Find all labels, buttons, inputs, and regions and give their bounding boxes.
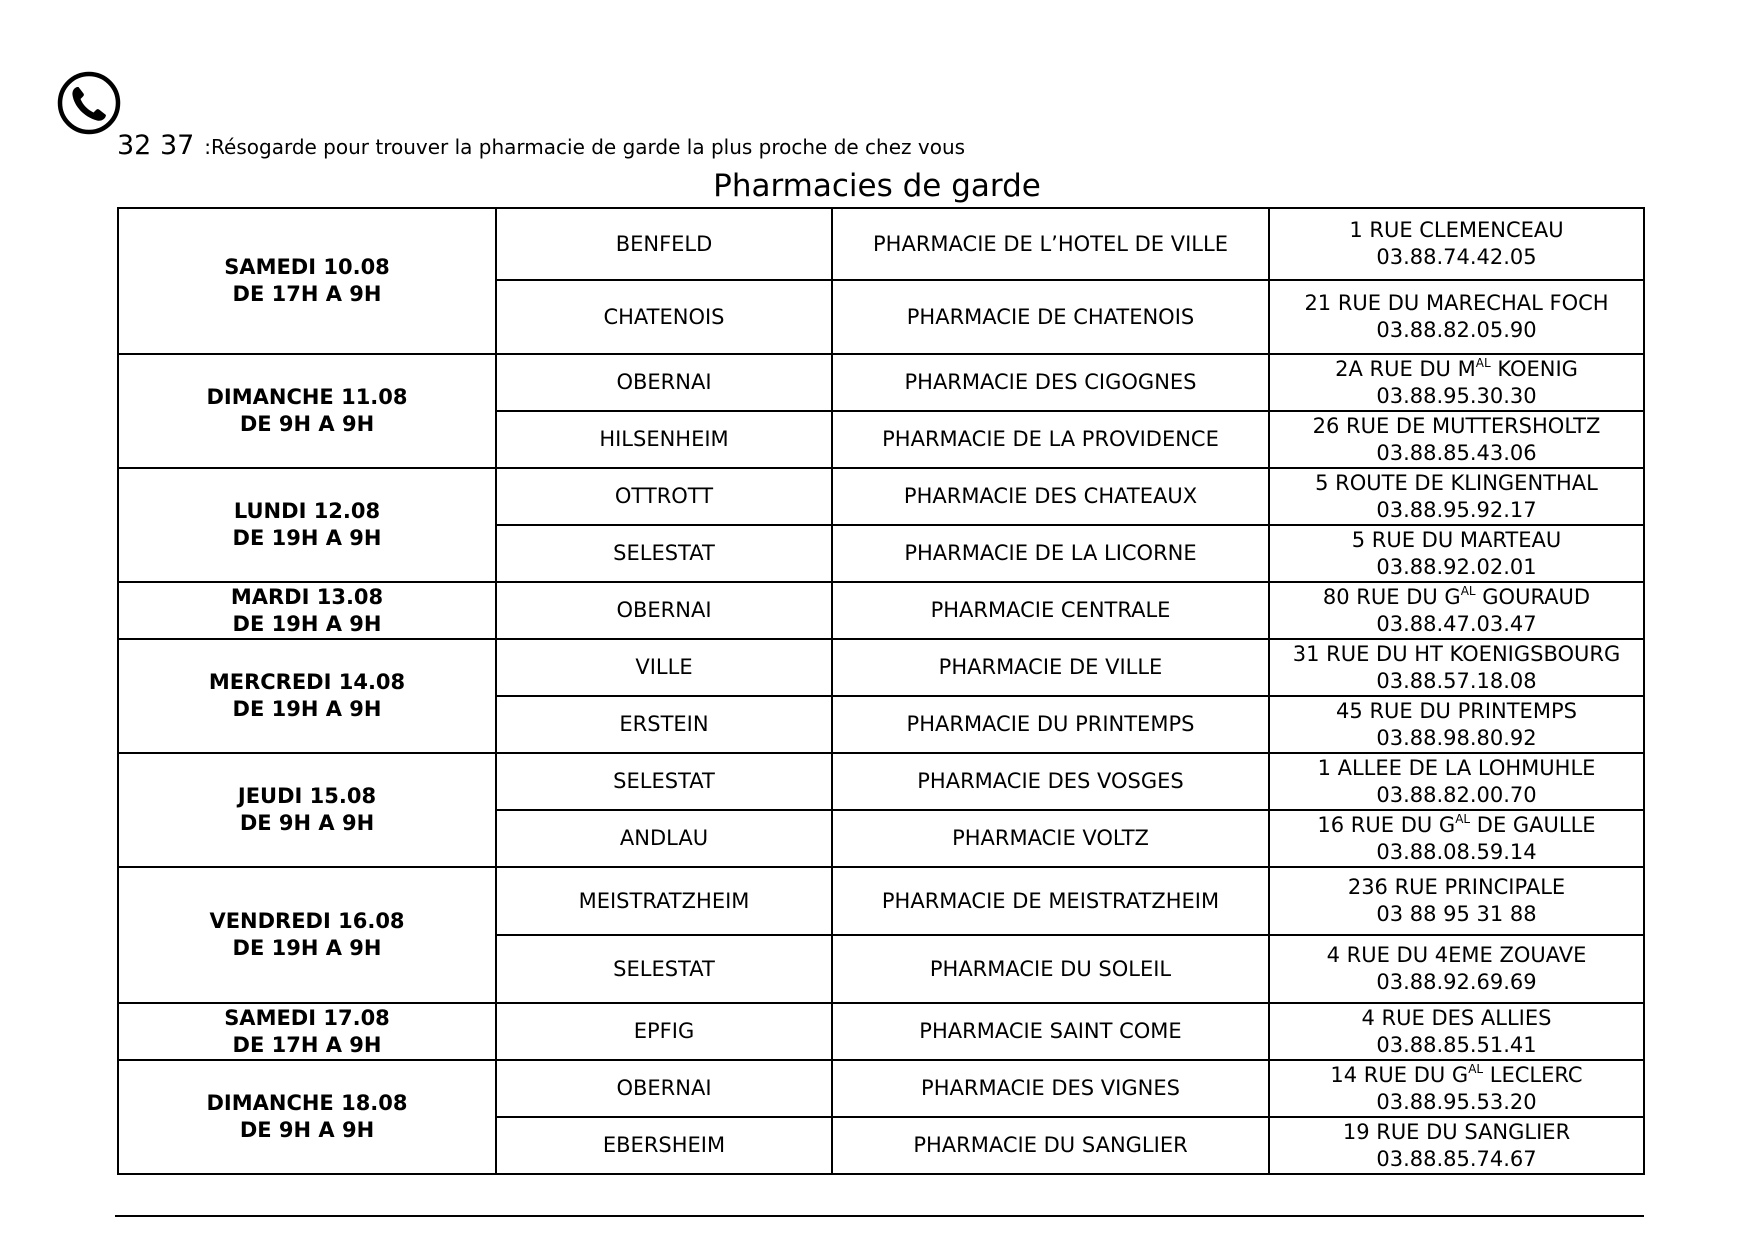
phone-line: 03.88.95.53.20 xyxy=(1376,1089,1537,1114)
day-cell xyxy=(118,354,496,468)
address-line: 4 RUE DES ALLIES xyxy=(1361,1005,1552,1030)
table-row xyxy=(118,1060,1644,1117)
town-cell: VILLE xyxy=(496,639,832,696)
address-cell xyxy=(1269,753,1644,810)
address-line: 21 RUE DU MARECHAL FOCH xyxy=(1304,291,1609,315)
day-label: MERCREDI 14.08 xyxy=(208,670,406,694)
phone-line: 03.88.92.69.69 xyxy=(1376,970,1537,994)
address-line: 4 RUE DU 4EME ZOUAVE xyxy=(1326,943,1587,967)
address-cell xyxy=(1269,525,1644,582)
phone-line: 03.88.85.74.67 xyxy=(1376,1146,1537,1171)
day-label: MARDI 13.08 xyxy=(230,584,384,609)
pharmacy-name-cell: PHARMACIE DU PRINTEMPS xyxy=(832,696,1269,753)
table-row xyxy=(118,1003,1644,1060)
address-cell xyxy=(1269,411,1644,468)
day-hours: DE 19H A 9H xyxy=(232,697,382,721)
day-label: VENDREDI 16.08 xyxy=(209,909,405,933)
town-cell: OBERNAI xyxy=(496,582,832,639)
address-cell xyxy=(1269,208,1644,280)
helpline-number: 32 37 xyxy=(117,130,195,161)
day-cell xyxy=(118,867,496,1003)
address-cell xyxy=(1269,935,1644,1003)
pharmacy-name-cell: PHARMACIE SAINT COME xyxy=(832,1003,1269,1060)
address-line: 19 RUE DU SANGLIER xyxy=(1342,1119,1571,1144)
town-cell: HILSENHEIM xyxy=(496,411,832,468)
helpline-text: :Résogarde pour trouver la pharmacie de garde la plus proche de chez vous xyxy=(204,135,966,159)
day-hours: DE 9H A 9H xyxy=(239,1118,375,1142)
helpline-line xyxy=(117,130,965,164)
address-line: 1 ALLEE DE LA LOHMUHLE xyxy=(1317,755,1596,780)
table-row xyxy=(118,354,1644,411)
day-label: SAMEDI 10.08 xyxy=(224,255,390,279)
day-hours: DE 19H A 9H xyxy=(232,936,382,960)
address-line: 5 ROUTE DE KLINGENTHAL xyxy=(1315,470,1598,495)
pharmacy-name-cell: PHARMACIE DU SOLEIL xyxy=(832,935,1269,1003)
address-line: 26 RUE DE MUTTERSHOLTZ xyxy=(1312,413,1601,438)
town-cell: OTTROTT xyxy=(496,468,832,525)
phone-line: 03.88.95.30.30 xyxy=(1376,383,1537,408)
address-cell xyxy=(1269,696,1644,753)
phone-line: 03.88.74.42.05 xyxy=(1376,245,1537,269)
day-cell xyxy=(118,1060,496,1174)
table-row xyxy=(118,753,1644,810)
day-cell xyxy=(118,753,496,867)
pharmacy-name-cell: PHARMACIE DE MEISTRATZHEIM xyxy=(832,867,1269,935)
address-text: 2A RUE DU M xyxy=(1335,356,1476,381)
phone-line: 03.88.82.00.70 xyxy=(1376,782,1537,807)
address-text: LECLERC xyxy=(1483,1062,1583,1087)
phone-line: 03.88.08.59.14 xyxy=(1376,839,1537,864)
address-text: DE GAULLE xyxy=(1470,812,1596,837)
day-cell xyxy=(118,639,496,753)
phone-line: 03.88.82.05.90 xyxy=(1376,318,1537,342)
pharmacy-name-cell: PHARMACIE DES CHATEAUX xyxy=(832,468,1269,525)
table-row xyxy=(118,639,1644,696)
address-superscript: AL xyxy=(1455,811,1471,826)
pharmacy-name-cell: PHARMACIE DE LA LICORNE xyxy=(832,525,1269,582)
pharmacy-name-cell: PHARMACIE DE CHATENOIS xyxy=(832,280,1269,354)
pharmacy-name-cell: PHARMACIE DES CIGOGNES xyxy=(832,354,1269,411)
address-cell xyxy=(1269,1117,1644,1174)
day-cell xyxy=(118,582,496,639)
address-line xyxy=(1270,584,1643,611)
phone-line: 03.88.57.18.08 xyxy=(1376,668,1537,693)
phone-icon xyxy=(57,71,121,135)
address-text: KOENIG xyxy=(1490,356,1578,381)
phone-line: 03.88.95.92.17 xyxy=(1376,497,1537,522)
address-cell xyxy=(1269,810,1644,867)
day-label: DIMANCHE 18.08 xyxy=(206,1091,408,1115)
pharmacy-schedule-table xyxy=(117,207,1645,1175)
address-text: 16 RUE DU G xyxy=(1317,812,1456,837)
address-line: 5 RUE DU MARTEAU xyxy=(1351,527,1562,552)
page-title: Pharmacies de garde xyxy=(713,168,1041,204)
pharmacy-name-cell: PHARMACIE DE LA PROVIDENCE xyxy=(832,411,1269,468)
town-cell: SELESTAT xyxy=(496,753,832,810)
day-label: JEUDI 15.08 xyxy=(237,784,377,808)
town-cell: ANDLAU xyxy=(496,810,832,867)
phone-line: 03 88 95 31 88 xyxy=(1376,902,1537,926)
address-cell xyxy=(1269,280,1644,354)
address-line xyxy=(1270,356,1643,383)
phone-line: 03.88.85.51.41 xyxy=(1376,1032,1537,1057)
town-cell: OBERNAI xyxy=(496,1060,832,1117)
day-cell xyxy=(118,468,496,582)
phone-line: 03.88.92.02.01 xyxy=(1376,554,1537,579)
address-superscript: AL xyxy=(1468,1061,1484,1076)
town-cell: ERSTEIN xyxy=(496,696,832,753)
day-hours: DE 17H A 9H xyxy=(232,1032,382,1057)
address-cell xyxy=(1269,867,1644,935)
address-superscript: AL xyxy=(1460,583,1476,598)
day-cell xyxy=(118,208,496,354)
day-cell xyxy=(118,1003,496,1060)
phone-line: 03.88.98.80.92 xyxy=(1376,725,1537,750)
town-cell: BENFELD xyxy=(496,208,832,280)
phone-line: 03.88.47.03.47 xyxy=(1376,611,1537,636)
address-cell xyxy=(1269,354,1644,411)
town-cell: SELESTAT xyxy=(496,935,832,1003)
address-line: 236 RUE PRINCIPALE xyxy=(1347,875,1566,899)
address-text: 14 RUE DU G xyxy=(1330,1062,1469,1087)
address-line xyxy=(1270,812,1643,839)
pharmacy-name-cell: PHARMACIE DE VILLE xyxy=(832,639,1269,696)
address-line: 31 RUE DU HT KOENIGSBOURG xyxy=(1292,641,1621,666)
town-cell: SELESTAT xyxy=(496,525,832,582)
pharmacy-name-cell: PHARMACIE DES VOSGES xyxy=(832,753,1269,810)
day-label: DIMANCHE 11.08 xyxy=(206,385,408,409)
address-line xyxy=(1270,1062,1643,1089)
day-label: LUNDI 12.08 xyxy=(233,499,381,523)
town-cell: OBERNAI xyxy=(496,354,832,411)
day-hours: DE 19H A 9H xyxy=(232,611,382,636)
day-hours: DE 17H A 9H xyxy=(232,282,382,306)
pharmacy-name-cell: PHARMACIE VOLTZ xyxy=(832,810,1269,867)
pharmacy-name-cell: PHARMACIE CENTRALE xyxy=(832,582,1269,639)
day-hours: DE 19H A 9H xyxy=(232,526,382,550)
town-cell: MEISTRATZHEIM xyxy=(496,867,832,935)
pharmacy-name-cell: PHARMACIE DE L’HOTEL DE VILLE xyxy=(832,208,1269,280)
address-line: 45 RUE DU PRINTEMPS xyxy=(1336,698,1577,723)
table-row xyxy=(118,867,1644,935)
table-row xyxy=(118,208,1644,280)
address-cell xyxy=(1269,468,1644,525)
footer-divider xyxy=(115,1215,1644,1217)
pharmacy-name-cell: PHARMACIE DES VIGNES xyxy=(832,1060,1269,1117)
phone-line: 03.88.85.43.06 xyxy=(1376,440,1537,465)
day-hours: DE 9H A 9H xyxy=(239,811,375,835)
address-line: 1 RUE CLEMENCEAU xyxy=(1349,218,1564,242)
town-cell: EBERSHEIM xyxy=(496,1117,832,1174)
address-text: 80 RUE DU G xyxy=(1322,584,1461,609)
address-cell xyxy=(1269,639,1644,696)
address-cell xyxy=(1269,1003,1644,1060)
day-label: SAMEDI 17.08 xyxy=(224,1005,390,1030)
table-row xyxy=(118,468,1644,525)
address-cell xyxy=(1269,1060,1644,1117)
schedule-body xyxy=(118,208,1644,1174)
address-cell xyxy=(1269,582,1644,639)
town-cell: EPFIG xyxy=(496,1003,832,1060)
day-hours: DE 9H A 9H xyxy=(239,412,375,436)
address-text: GOURAUD xyxy=(1475,584,1591,609)
pharmacy-name-cell: PHARMACIE DU SANGLIER xyxy=(832,1117,1269,1174)
address-superscript: AL xyxy=(1475,355,1491,370)
table-row xyxy=(118,582,1644,639)
town-cell: CHATENOIS xyxy=(496,280,832,354)
